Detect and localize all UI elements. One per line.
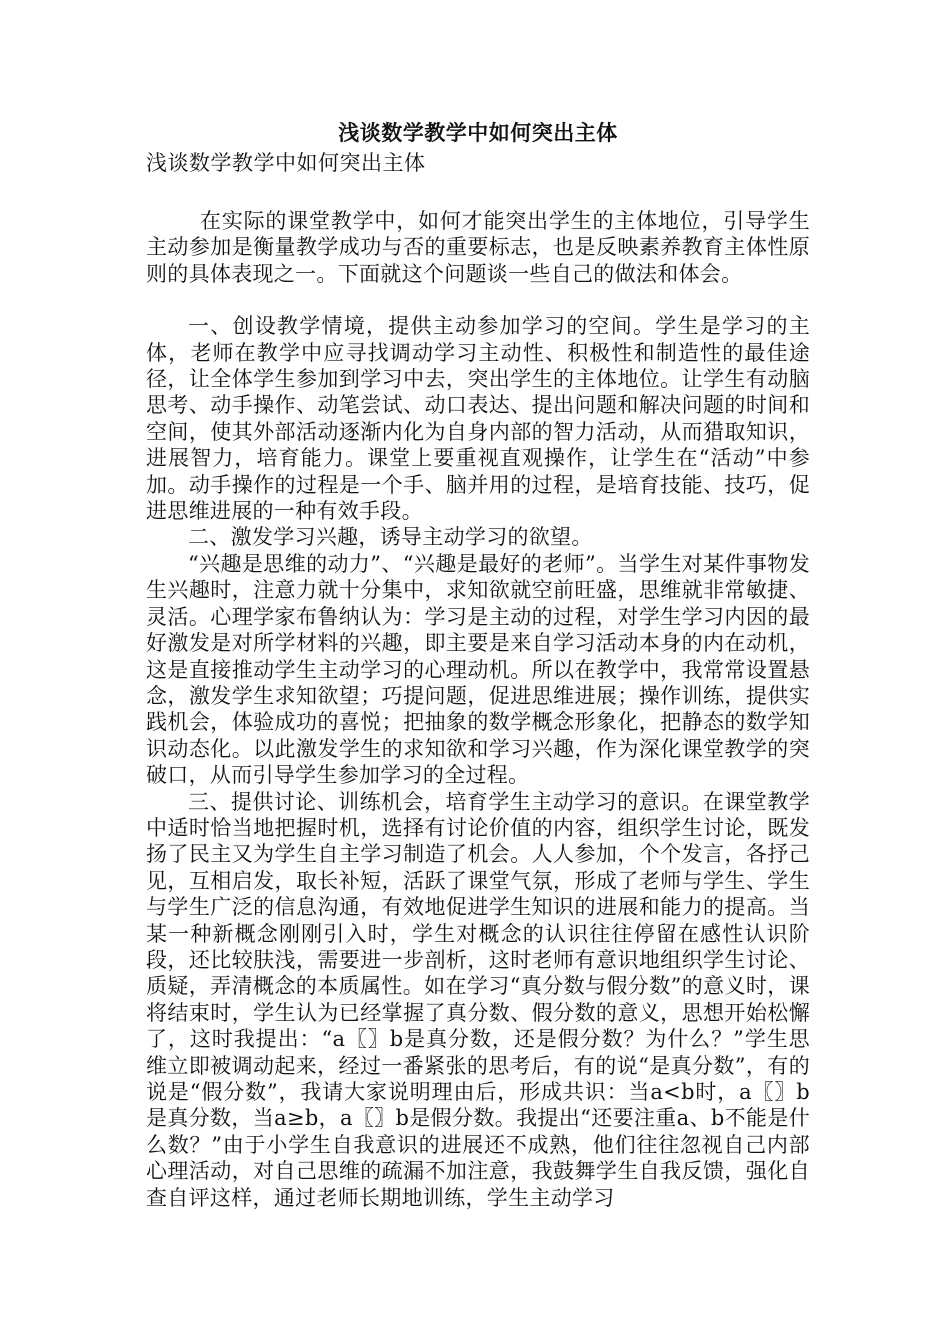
section-2-heading: 二、激发学习兴趣，诱导主动学习的欲望。 xyxy=(188,525,593,550)
section-3-paragraph: 三、提供讨论、训练机会，培育学生主动学习的意识。在课堂教学中适时恰当地把握时机，选择有讨论价值的内容，组织学生讨论，既发扬了民主又为学生自主学习制造了机会。人人参加，个个发言，各抒己见，互相启发，取长补短，活跃了课堂气氛，形成了老师与学生、学生与学生广泛的信息沟通，有效地促进学生知识的进展和能力的提高。当某一种新概念刚刚引入时，学生对概念的认识往往停留在感性认识阶段，还比较肤浅，需要进一步剖析，这时老师有意识地组织学生讨论、质疑，弄清概念的本质属性。如在学习“真分数与假分数”的意义时，课将结束时，学生认为已经掌握了真分数、假分数的意义，思想开始松懈了，这时我提出：“a〖〗b是真分数，还是假分数？为什么？”学生思维立即被调动起来，经过一番紧张的思考后，有的说“是真分数”，有的说是“假分数”，我请大家说明理由后，形成共识：当a<b时，a〖〗b是真分数，当a≥b，a〖〗b是假分数。我提出“还要注重a、b不能是什么数？”由于小学生自我意识的进展还不成熟，他们往往忽视自己内部心理活动，对自己思维的疏漏不加注意，我鼓舞学生自我反馈，强化自查自评这样，通过老师长期地训练，学生主动学习 xyxy=(146,789,810,1210)
document-title: 浅谈数学教学中如何突出主体 xyxy=(338,120,618,145)
intro-paragraph: 在实际的课堂教学中，如何才能突出学生的主体地位，引导学生主动参加是衡量教学成功与否的重要标志，也是反映素养教育主体性原则的具体表现之一。下面就这个问题谈一些自己的做法和体会。 xyxy=(146,209,810,286)
section-1-paragraph: 一、创设教学情境，提供主动参加学习的空间。学生是学习的主体，老师在教学中应寻找调动学习主动性、积极性和制造性的最佳途径，让全体学生参加到学习中去，突出学生的主体地位。让学生有动脑思考、动手操作、动笔尝试、动口表达、提出问题和解决问题的时间和空间，使其外部活动逐渐内化为自身内部的智力活动，从而猎取知识，进展智力，培育能力。课堂上要重视直观操作，让学生在“活动”中参加。动手操作的过程是一个手、脑并用的过程，是培育技能、技巧，促进思维进展的一种有效手段。 xyxy=(146,314,810,524)
document-page xyxy=(146,118,810,1211)
document-subtitle: 浅谈数学教学中如何突出主体 xyxy=(146,151,426,175)
section-2-paragraph: “兴趣是思维的动力”、“兴趣是最好的老师”。当学生对某件事物发生兴趣时，注意力就十分集中，求知欲就空前旺盛，思维就非常敏捷、灵活。心理学家布鲁纳认为：学习是主动的过程，对学生学习内因的最好激发是对所学材料的兴趣，即主要是来自学习活动本身的内在动机，这是直接推动学生主动学习的心理动机。所以在教学中，我常常设置悬念，激发学生求知欲望；巧提问题，促进思维进展；操作训练，提供实践机会，体验成功的喜悦；把抽象的数学概念形象化，把静态的数学知识动态化。以此激发学生的求知欲和学习兴趣，作为深化课堂教学的突破口，从而引导学生参加学习的全过程。 xyxy=(146,551,810,788)
